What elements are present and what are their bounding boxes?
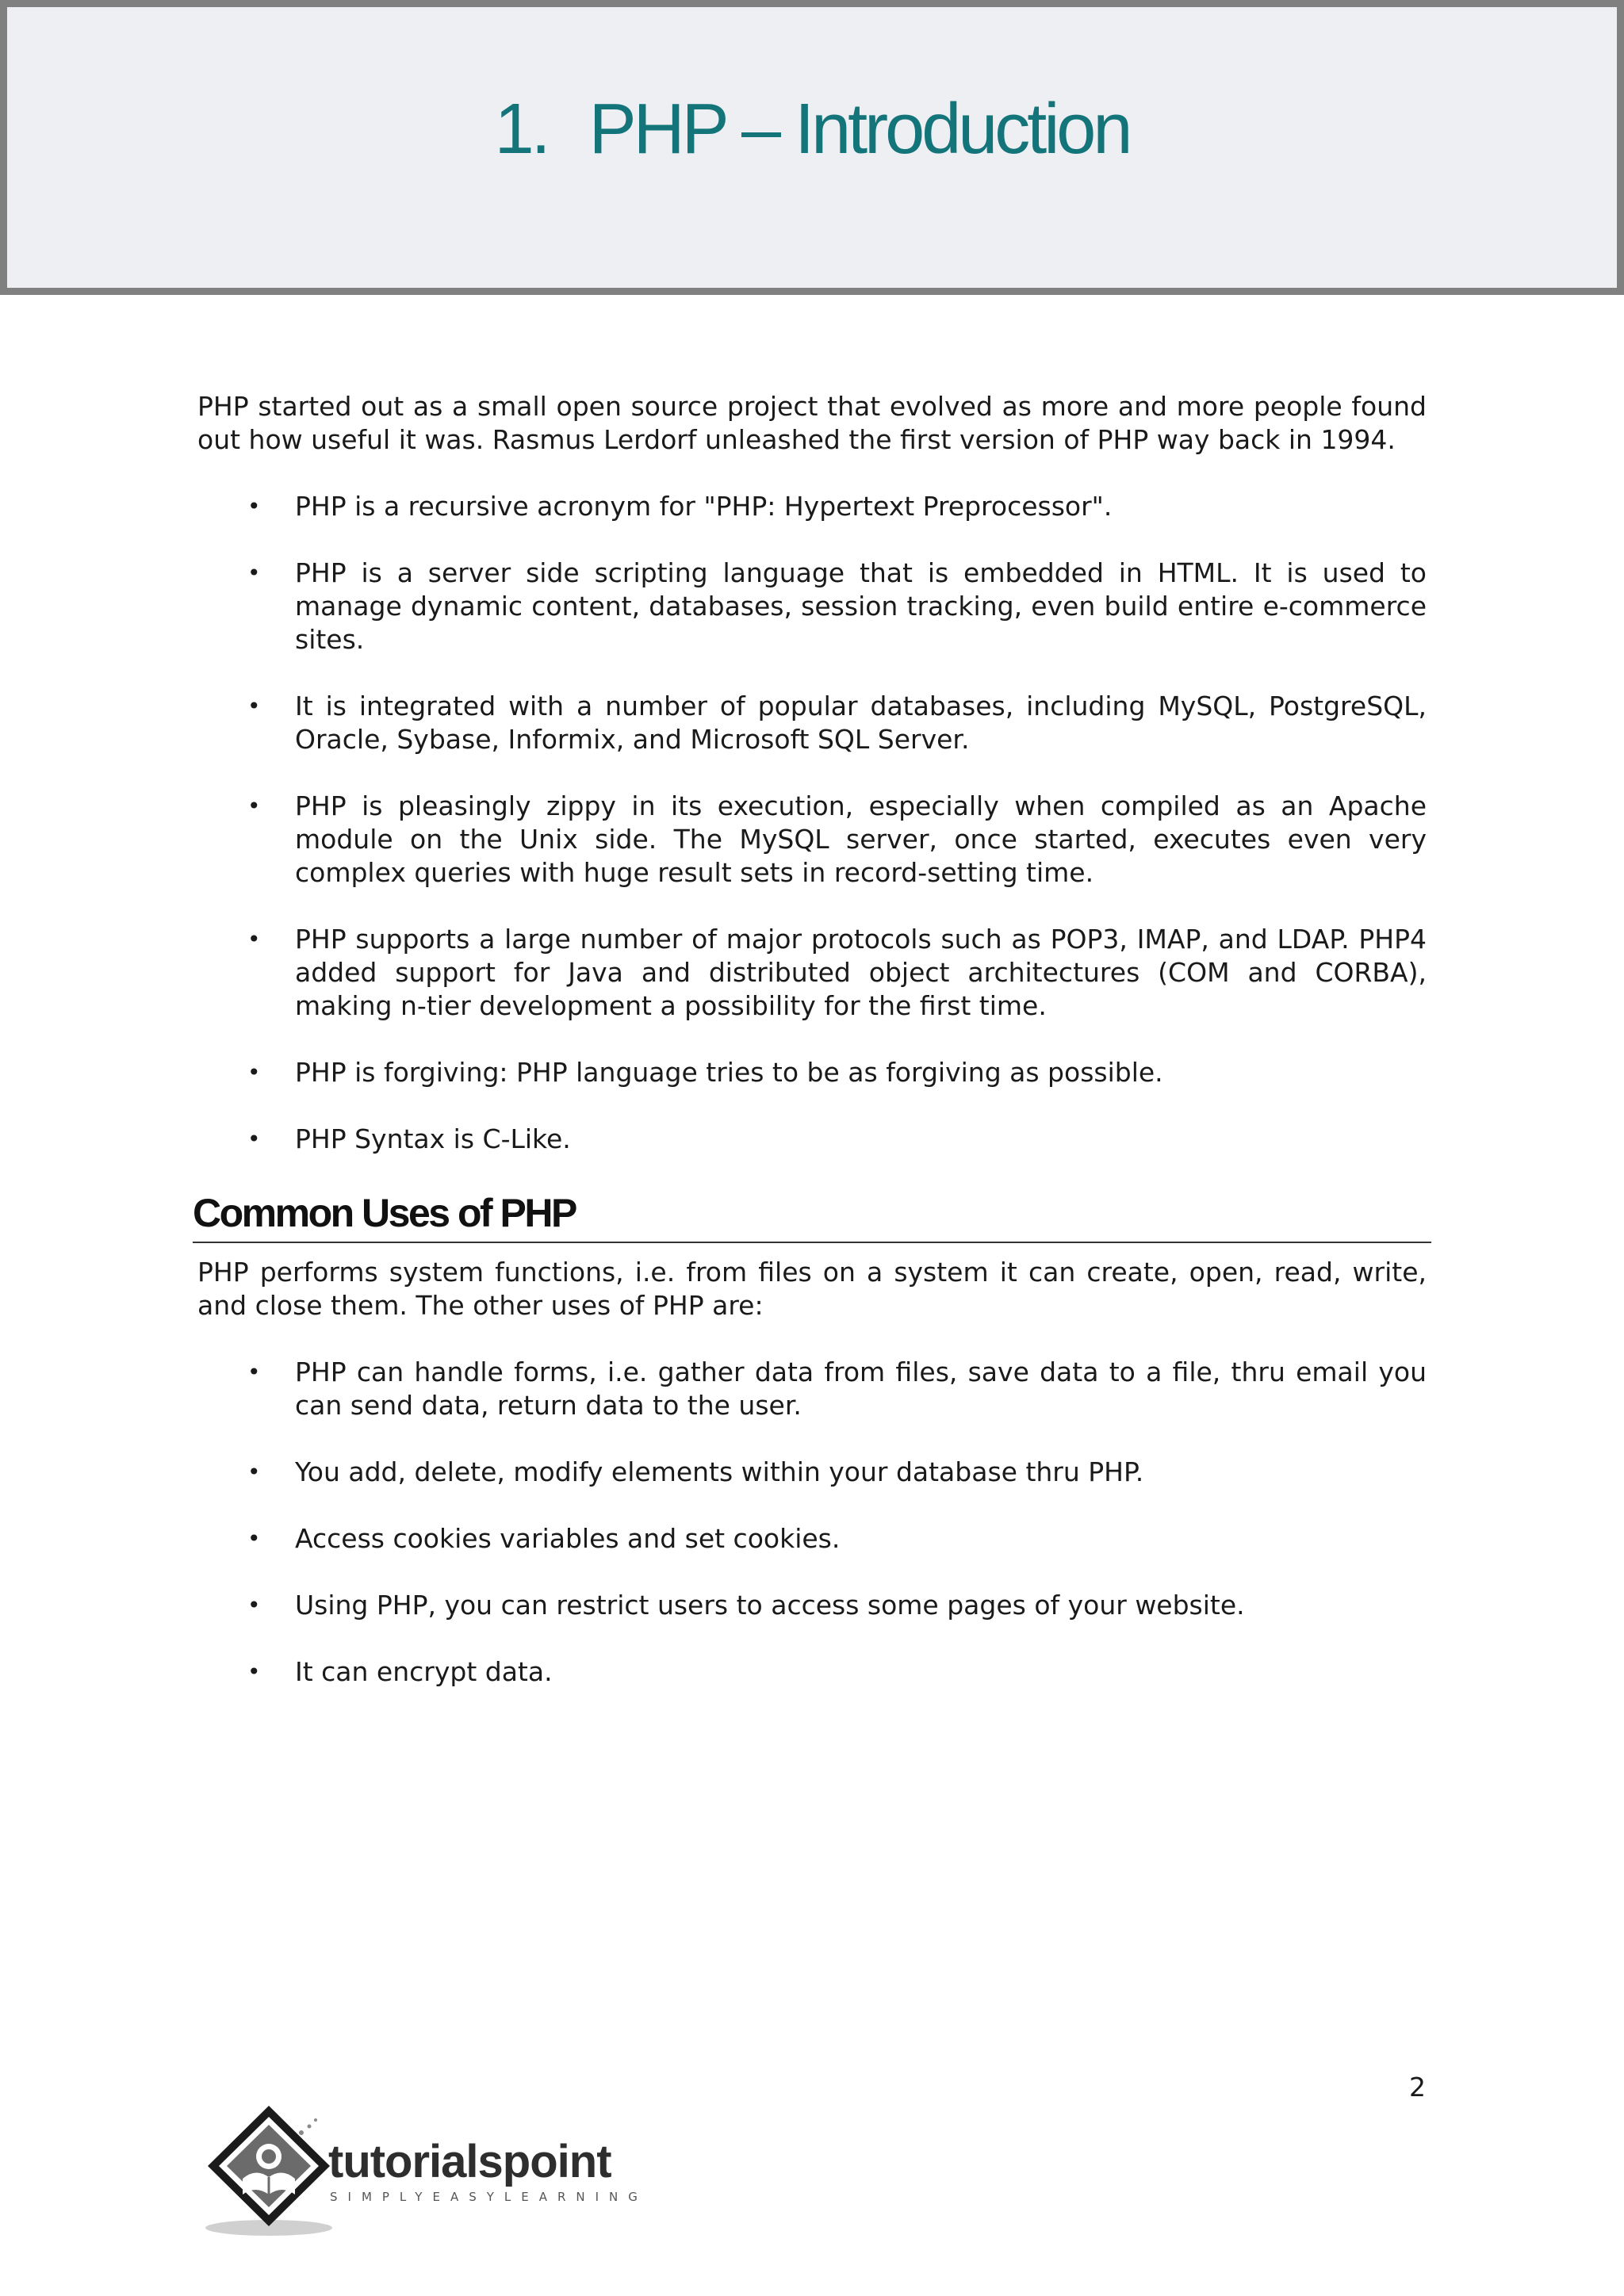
- chapter-header: [0, 0, 1624, 295]
- list-item: [197, 790, 1427, 890]
- logo-mark-icon: [208, 2106, 330, 2226]
- bullet-icon: •: [247, 926, 261, 952]
- chapter-title-text: PHP – Introduction: [588, 90, 1130, 169]
- bullet-icon: •: [247, 1591, 261, 1618]
- page-number: 2: [1409, 2072, 1426, 2103]
- logo-wordmark: tutorialspoint: [328, 2136, 611, 2187]
- list-item-text: Access cookies variables and set cookies.: [295, 1522, 841, 1554]
- bullet-icon: •: [247, 1658, 261, 1685]
- bullet-icon: •: [247, 793, 261, 819]
- list-item-text: Using PHP, you can restrict users to access some pages of your website.: [295, 1589, 1245, 1621]
- intro-bullet-list: [197, 490, 1427, 1156]
- list-item: [197, 1655, 1427, 1689]
- list-item-text: PHP is forgiving: PHP language tries to be as forgiving as possible.: [295, 1057, 1163, 1088]
- list-item: [197, 1522, 1427, 1556]
- list-item: [197, 490, 1427, 523]
- chapter-title: [7, 86, 1617, 172]
- chapter-number: 1.: [494, 90, 548, 169]
- bullet-icon: •: [247, 1525, 261, 1552]
- intro-paragraph: PHP started out as a small open source project that evolved as more and more people found out how useful it was. Rasmus Lerdorf unleashed the first version of PHP way back in 1994.: [197, 391, 1427, 455]
- bullet-icon: •: [247, 693, 261, 719]
- list-item: [197, 1056, 1427, 1089]
- tutorialspoint-logo: [193, 2101, 669, 2244]
- list-item-text: PHP Syntax is C-Like.: [295, 1123, 571, 1154]
- bullet-icon: •: [247, 1059, 261, 1085]
- list-item: [197, 1356, 1427, 1422]
- list-item: [197, 690, 1427, 756]
- section-heading: Common Uses of PHP: [193, 1191, 1431, 1243]
- logo-tagline: SIMPLYEASYLEARNING: [330, 2190, 648, 2204]
- list-item-text: PHP supports a large number of major protocols such as POP3, IMAP, and LDAP. PHP4 added support for Java and distributed object architectures (COM and CORBA), making n-tier development a possibility for the first time.: [295, 924, 1427, 1021]
- list-item: [197, 557, 1427, 656]
- list-item-text: PHP can handle forms, i.e. gather data from files, save data to a file, thru email you can send data, return data to the user.: [295, 1356, 1427, 1421]
- bullet-icon: •: [247, 560, 261, 586]
- bullet-icon: •: [247, 1458, 261, 1485]
- uses-paragraph: PHP performs system functions, i.e. from files on a system it can create, open, read, write, and close them. The other uses of PHP are:: [197, 1256, 1427, 1321]
- bullet-icon: •: [247, 493, 261, 519]
- list-item-text: PHP is a recursive acronym for "PHP: Hypertext Preprocessor".: [295, 491, 1113, 522]
- list-item-text: PHP is a server side scripting language that is embedded in HTML. It is used to manage dynamic content, databases, session tracking, even build entire e-commerce sites.: [295, 557, 1427, 655]
- list-item-text: PHP is pleasingly zippy in its execution, especially when compiled as an Apache module on the Unix side. The MySQL server, once started, executes even very complex queries with huge result sets in record-setting time.: [295, 790, 1427, 888]
- list-item-text: It is integrated with a number of popular databases, including MySQL, PostgreSQL, Oracle, Sybase, Informix, and Microsoft SQL Server.: [295, 691, 1427, 755]
- bullet-icon: •: [247, 1358, 261, 1385]
- list-item: [197, 1123, 1427, 1156]
- list-item-text: It can encrypt data.: [295, 1655, 553, 1687]
- uses-bullet-list: [197, 1356, 1427, 1689]
- list-item-text: You add, delete, modify elements within your database thru PHP.: [295, 1456, 1144, 1487]
- list-item: [197, 1589, 1427, 1622]
- list-item: [197, 923, 1427, 1023]
- bullet-icon: •: [247, 1126, 261, 1152]
- list-item: [197, 1456, 1427, 1489]
- page-content: [193, 390, 1427, 1722]
